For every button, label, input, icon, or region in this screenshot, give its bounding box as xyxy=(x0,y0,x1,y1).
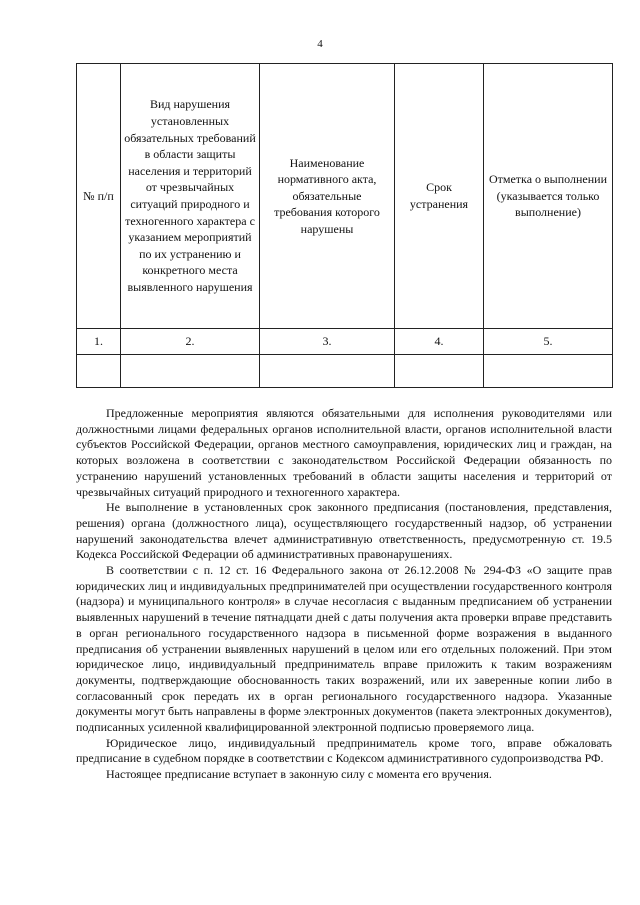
column-number-3: 3. xyxy=(260,329,395,355)
table-numbering-row xyxy=(77,329,613,355)
empty-cell xyxy=(121,355,260,388)
header-cell-deadline: Срок устранения xyxy=(395,64,484,329)
column-number-5: 5. xyxy=(484,329,613,355)
paragraph-obligatory-measures: Предложенные мероприятия являются обязательными для исполнения руководителями или должностными лицами федеральных органов исполнительной власти, органов исполнительной власти субъектов Российской Федерации, органов местного самоуправления, юридических лиц и граждан, на которых возложена в соответствии с законодательством Российской Федерации обязанность по устранению нарушений установленных требований в области защиты населения и территорий от чрезвычайных ситуаций природного и техногенного характера. xyxy=(76,406,612,499)
header-cell-number: № п/п xyxy=(77,64,121,329)
empty-cell xyxy=(395,355,484,388)
empty-cell xyxy=(260,355,395,388)
header-cell-violation-type: Вид нарушения установленных обязательных требований в области защиты населения и территорий от чрезвычайных ситуаций природного и техногенного характера с указанием мероприятий по их устранению и конкретного места выявленного нарушения xyxy=(121,64,260,329)
header-cell-normative-act: Наименование нормативного акта, обязательные требования которого нарушены xyxy=(260,64,395,329)
paragraph-objections: В соответствии с п. 12 ст. 16 Федерального закона от 26.12.2008 № 294-ФЗ «О защите прав юридических лиц и индивидуальных предпринимателей при осуществлении государственного контроля (надзора) и муниципального контроля» в случае несогласия с выданным предписанием об устранении выявленных нарушений в течение пятнадцати дней с даты получения акта проверки вправе представить в орган регионального государственного надзора в письменной форме возражения в выданного предписания об устранении выявленных нарушений в целом или его отдельных положений. При этом юридическое лицо, индивидуальный предприниматель вправе приложить к таким возражениям документы, подтверждающие обоснованность таких возражений, или их заверенные копии либо в согласованный срок передать их в орган регионального государственного надзора. Указанные документы могут быть направлены в форме электронных документов (пакета электронных документов), подписанных усиленной квалифицированной электронной подписью проверяемого лица. xyxy=(76,563,612,735)
column-number-2: 2. xyxy=(121,329,260,355)
table-empty-row xyxy=(77,355,613,388)
paragraph-effective-date: Настоящее предписание вступает в законную силу с момента его вручения. xyxy=(106,767,492,782)
column-number-4: 4. xyxy=(395,329,484,355)
violations-table xyxy=(76,63,613,388)
body-text xyxy=(76,406,612,783)
empty-cell xyxy=(484,355,613,388)
header-cell-completion-mark: Отметка о выполнении (указывается только выполнение) xyxy=(484,64,613,329)
table-header-row xyxy=(77,64,613,329)
page-number: 4 xyxy=(317,38,323,50)
paragraph-court-appeal: Юридическое лицо, индивидуальный предприниматель кроме того, вправе обжаловать предписание в судебном порядке в соответствии с Кодексом административного судопроизводства РФ. xyxy=(76,735,612,766)
paragraph-liability: Не выполнение в установленных срок законного предписания (постановления, представления, решения) органа (должностного лица), осуществляющего государственный надзор, об устранении нарушений законодательства влечет административную ответственность, предусмотренную ст. 19.5 Кодекса Российской Федерации об административных правонарушениях. xyxy=(76,500,612,562)
column-number-1: 1. xyxy=(77,329,121,355)
empty-cell xyxy=(77,355,121,388)
